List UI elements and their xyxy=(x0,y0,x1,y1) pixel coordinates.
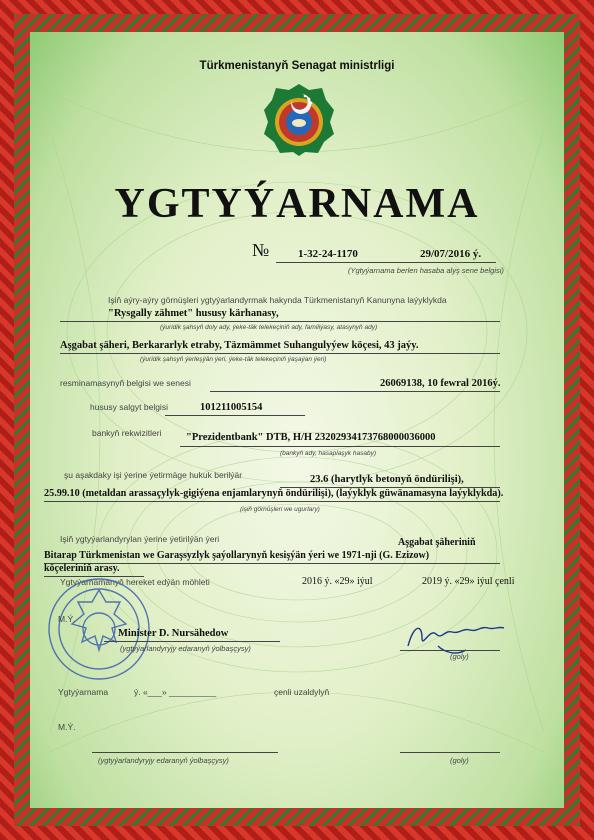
validity-to: 2019 ý. «29» iýul çenli xyxy=(422,576,515,587)
registration-label: resminamasynyň belgisi we senesi xyxy=(60,378,191,388)
activity-value-2: 25.99.10 (metaldan arassaçylyk-gigiýena enjamlarynyň öndürilişi), (laýyklyk güwänamasyna laýyklykda). xyxy=(44,488,504,499)
stamp-place-label-2: M.Ý. xyxy=(58,722,76,732)
location-label: Işiň ygtyýarlandyrylan ýerine ýetirilýän ýeri xyxy=(60,534,220,544)
tax-label: hususy salgyt belgisi xyxy=(90,402,168,412)
number-sign: № xyxy=(252,240,270,260)
bank-caption: (bankyň ady, hasaplaşyk hasaby) xyxy=(280,450,376,457)
activity-label: şu aşakdaky işi ýerine ýetirmäge hukuk berilýär xyxy=(64,470,243,480)
location-value-2: Bitarap Türkmenistan we Garaşsyzlyk şaýollarynyň kesişýän ýeri we 1971-nji (G. Ezizow) xyxy=(44,550,430,561)
intro-text: Işiň aýry-aýry görnüşleri ygtyýarlandyrmak hakynda Türkmenistanyň Kanunyna laýyklykda xyxy=(108,295,447,305)
company-name: "Rysgally zähmet" hususy kärhanasy, xyxy=(108,308,279,319)
minister-name: Minister D. Nursähedow xyxy=(118,628,229,639)
extension-label: Ygtyýarnama xyxy=(58,687,109,697)
signatory-caption: (ygtyýarlandyryjy edaranyň ýolbaşçysy) xyxy=(120,644,251,653)
bank-value: "Prezidentbank" DTB, H/H 23202934173768000036000 xyxy=(186,432,436,443)
state-emblem xyxy=(262,82,336,156)
ministry-name: Türkmenistanyň Senagat ministrligi xyxy=(199,60,395,72)
bank-label: bankyň rekwizitleri xyxy=(92,428,162,438)
certificate-number: 1-32-24-1170 xyxy=(298,248,358,260)
company-address: Aşgabat şäheri, Berkararlyk etraby, Täzmämmet Suhangulyýew köçesi, 43 jaýy. xyxy=(60,340,419,351)
stamp-place-label: M.Ý. xyxy=(58,614,76,624)
address-caption: (ýuridik şahsyň ýerleşýän ýeri, ýeke-täk telekeçiniň ýaşaýan ýeri) xyxy=(140,356,327,363)
signatory-caption-2: (ygtyýarlandyryjy edaranyň ýolbaşçysy) xyxy=(98,756,229,765)
extension-text: çenli uzaldylyň xyxy=(274,687,330,697)
certificate-date: 29/07/2016 ý. xyxy=(420,248,482,260)
sign-caption: (goly) xyxy=(450,652,469,661)
document-title: YGTYÝARNAMA xyxy=(114,181,480,227)
tax-value: 101211005154 xyxy=(200,402,263,413)
sign-caption-2: (goly) xyxy=(450,756,469,765)
validity-label: Ygtyýarnamanyň hereket edýän möhleti xyxy=(60,577,210,587)
activity-caption: (işiň görnüşleri we ugurlary) xyxy=(240,506,320,513)
location-value-3: köçeleriniň arasy. xyxy=(44,563,120,574)
location-value-1: Aşgabat şäheriniň xyxy=(398,537,476,548)
company-caption: (ýuridik şahsyň doly ady, ýeke-täk telekeçiniň ady, familiýasy, atasynyň ady) xyxy=(160,324,378,331)
extension-date: ý. «___» __________ xyxy=(134,687,217,697)
validity-from: 2016 ý. «29» iýul xyxy=(302,576,373,587)
activity-value-1: 23.6 (harytlyk betonyň öndürilişi), xyxy=(310,474,464,485)
number-caption: (Ygtyýarnama berlen hasaba alyş sene belgisi) xyxy=(348,266,504,275)
registration-value: 26069138, 10 fewral 2016ý. xyxy=(380,378,501,389)
